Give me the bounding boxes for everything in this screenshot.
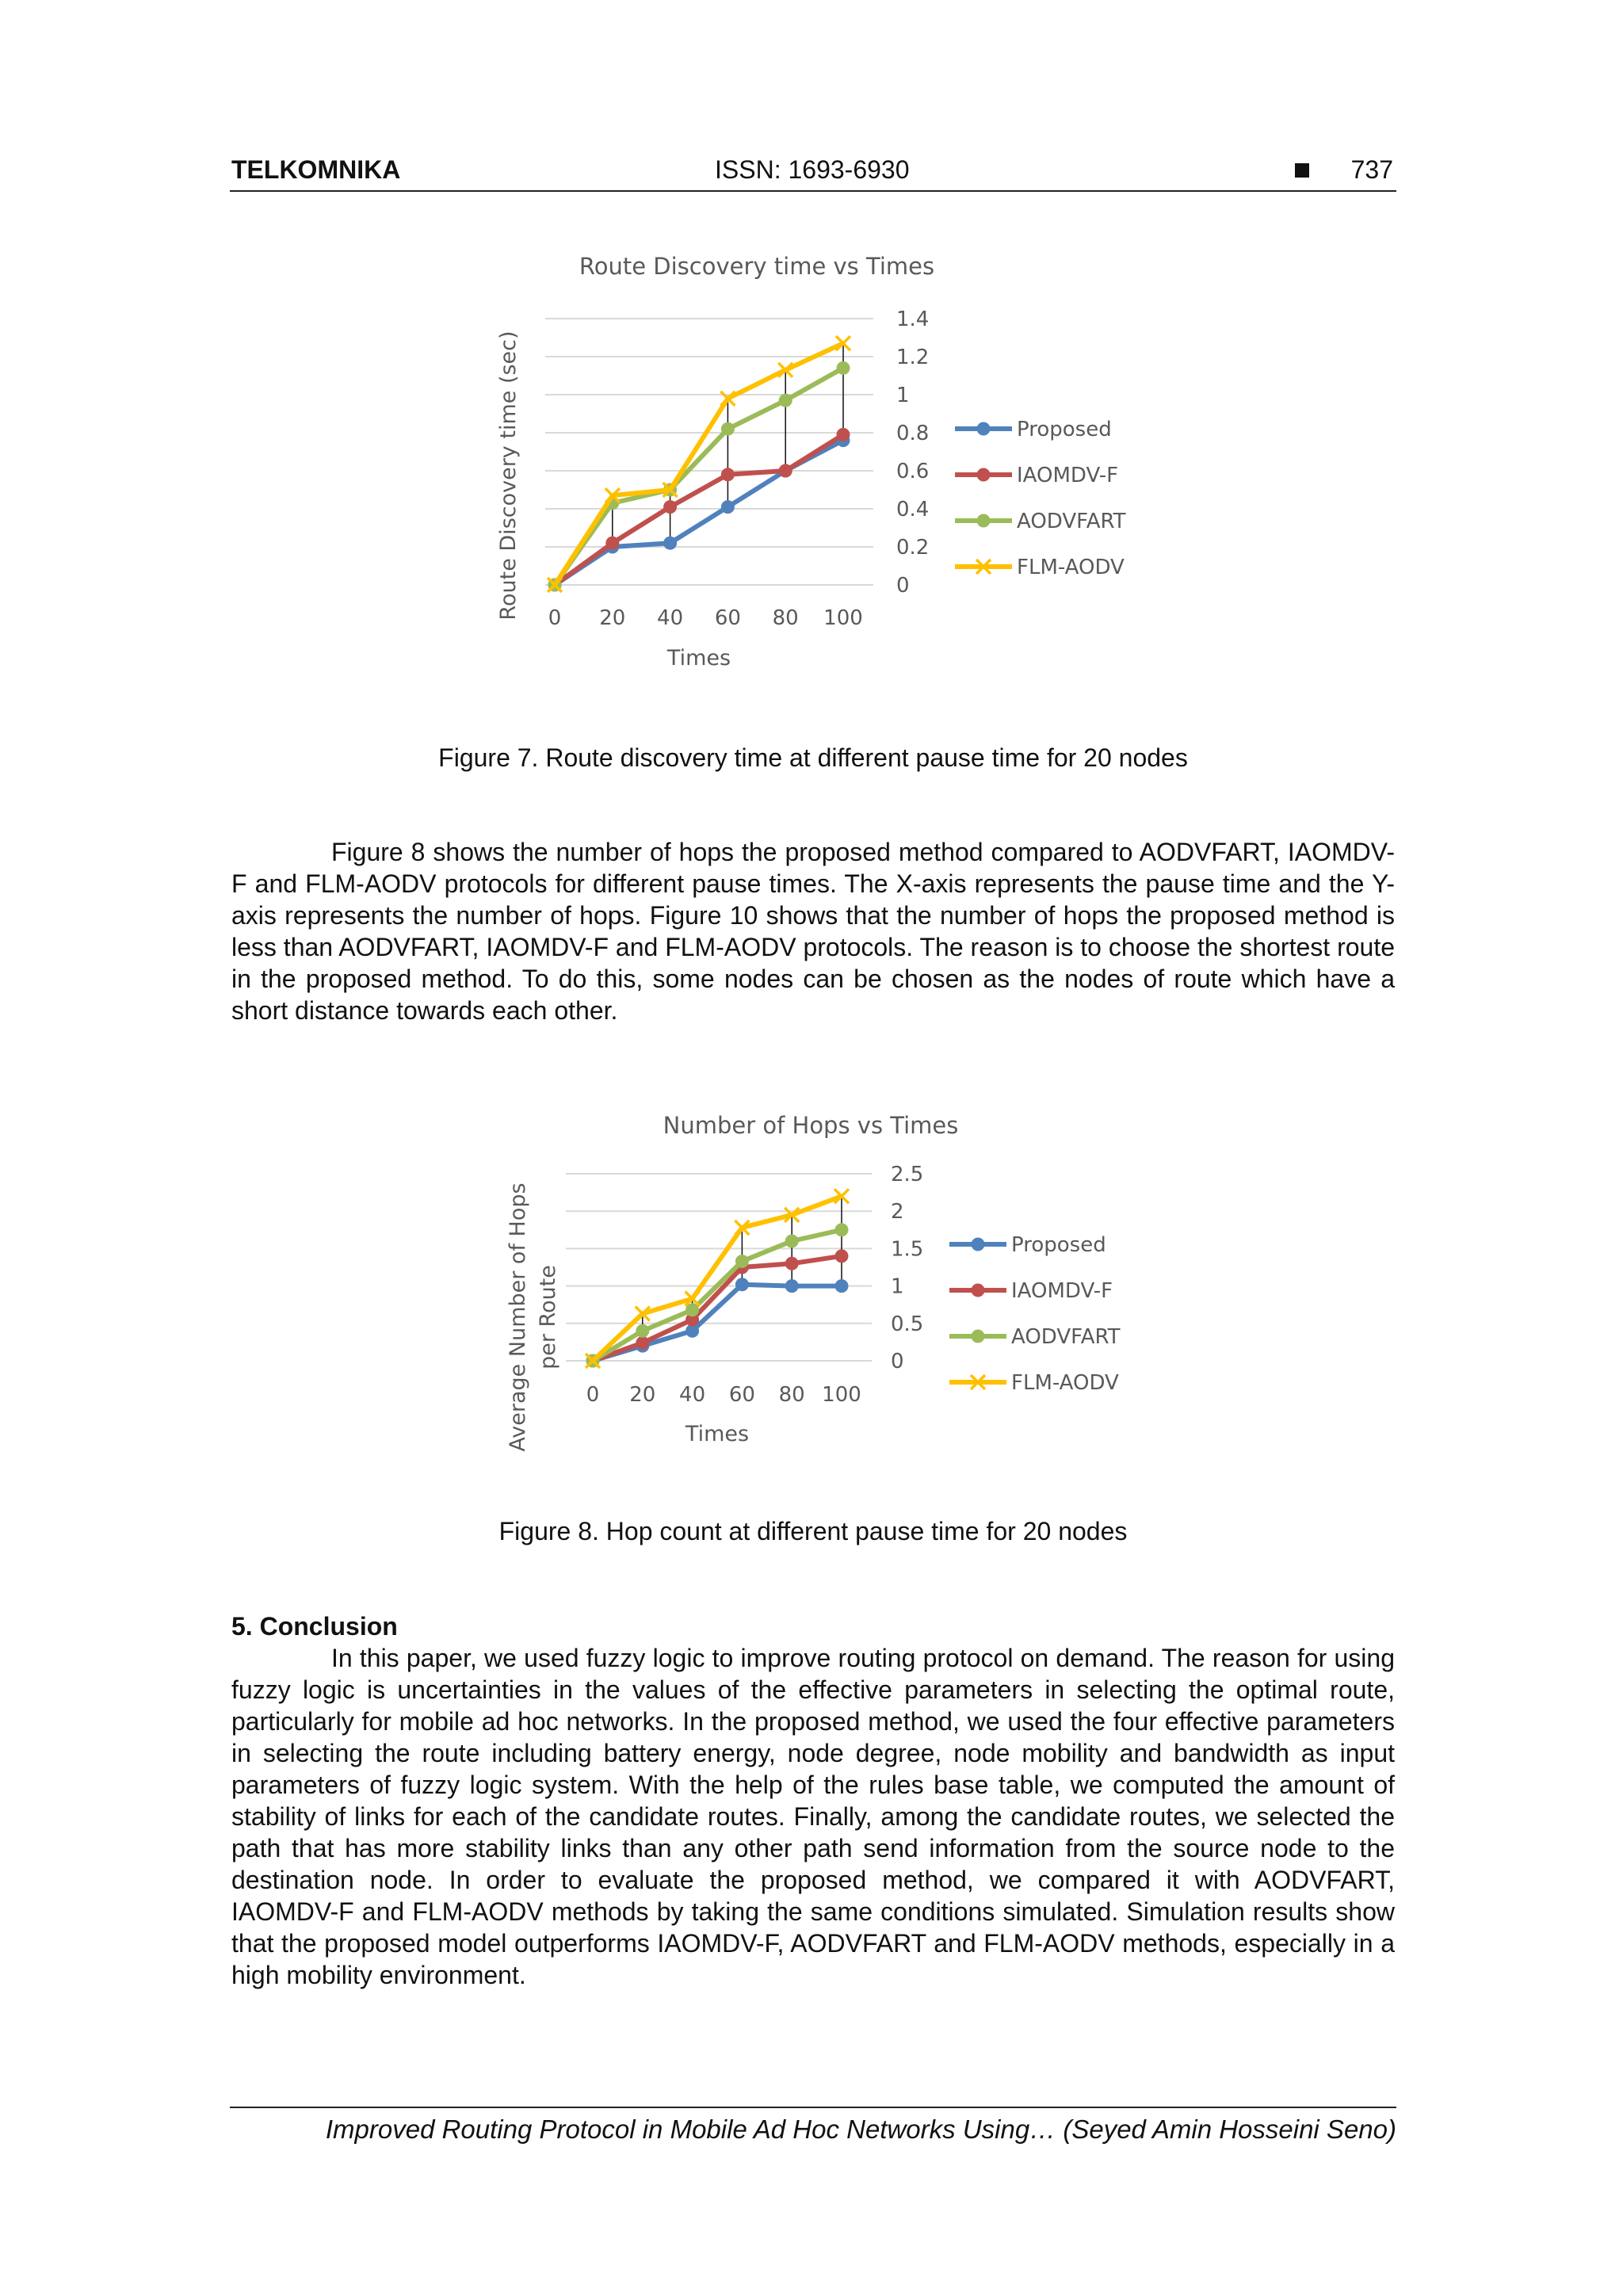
x-tick-label: 20 bbox=[599, 606, 626, 630]
data-point bbox=[735, 1278, 749, 1291]
x-tick-label: 40 bbox=[679, 1383, 706, 1407]
legend-label: Proposed bbox=[1017, 418, 1112, 441]
page-number: 737 bbox=[1350, 155, 1393, 184]
y-tick-label: 0.6 bbox=[896, 460, 930, 483]
figure-7-caption: Figure 7. Route discovery time at different pause time for 20 nodes bbox=[438, 743, 1188, 772]
y-tick-label: 0.2 bbox=[896, 536, 930, 560]
y-tick-label: 0 bbox=[891, 1350, 904, 1373]
legend-label: IAOMDV-F bbox=[1011, 1279, 1113, 1303]
y-tick-label: 1.5 bbox=[891, 1237, 924, 1262]
y-tick-label: 0.4 bbox=[896, 498, 930, 521]
x-tick-label: 100 bbox=[823, 606, 863, 630]
legend-marker bbox=[972, 1238, 985, 1251]
y-tick-label: 0 bbox=[896, 574, 910, 598]
y-axis-label: Average Number of Hops bbox=[506, 1182, 530, 1452]
section-heading: 5. Conclusion bbox=[231, 1612, 398, 1641]
y-tick-label: 1.4 bbox=[896, 308, 930, 331]
y-tick-label: 2 bbox=[891, 1200, 904, 1224]
data-point bbox=[785, 1234, 799, 1247]
y-tick-label: 0.5 bbox=[891, 1312, 924, 1336]
x-tick-label: 60 bbox=[714, 606, 741, 630]
x-tick-label: 0 bbox=[548, 606, 562, 630]
legend-marker bbox=[972, 1284, 985, 1297]
y-tick-label: 1 bbox=[896, 384, 910, 407]
y-tick-label: 2.5 bbox=[891, 1163, 924, 1186]
legend-label: IAOMDV-F bbox=[1017, 464, 1119, 487]
x-axis-label: Times bbox=[666, 646, 731, 670]
data-point bbox=[835, 1279, 849, 1293]
data-point bbox=[636, 1324, 649, 1338]
x-tick-label: 100 bbox=[822, 1383, 861, 1407]
data-point bbox=[636, 1336, 649, 1350]
data-point bbox=[785, 1257, 799, 1270]
y-axis-label: Route Discovery time (sec) bbox=[496, 330, 521, 621]
y-tick-label: 0.8 bbox=[896, 422, 930, 445]
x-tick-label: 40 bbox=[657, 606, 684, 630]
data-point bbox=[785, 1279, 799, 1293]
chart-title: Route Discovery time vs Times bbox=[579, 253, 935, 280]
data-point bbox=[735, 1255, 749, 1268]
x-tick-label: 0 bbox=[586, 1383, 600, 1407]
y-tick-label: 1 bbox=[891, 1274, 904, 1299]
issn: ISSN: 1693-6930 bbox=[715, 155, 910, 184]
y-tick-label: 1.2 bbox=[896, 346, 930, 369]
y-axis-label: per Route bbox=[536, 1265, 560, 1370]
page-footer: Improved Routing Protocol in Mobile Ad Hoc Networks Using… (Seyed Amin Hosseini Seno) bbox=[230, 2107, 1396, 2145]
x-tick-label: 20 bbox=[629, 1383, 656, 1407]
figure-8-caption: Figure 8. Hop count at different pause time for 20 nodes bbox=[498, 1517, 1128, 1545]
conclusion-paragraph: In this paper, we used fuzzy logic to improve routing protocol on demand. The reason for using fuzzy logic is uncertainties in the values of the effective parameters in selecting the optimal route, particularly for mobile ad hoc networks. In the proposed method, we used the four effective parameters in selecting the route including battery energy, node degree, node mobility and bandwidth as input parameters of fuzzy logic system. With the help of the rules base table, we computed the amount of stability of links for each of the candidate routes. Finally, among the candidate routes, we selected the path that has more stability links than any other path send information from the source node to the destination node. In order to evaluate the proposed method, we compared it with AODVFART, IAOMDV-F and FLM-AODV methods by taking the same conditions simulated. Simulation results show that the proposed model outperforms IAOMDV-F, AODVFART and FLM-AODV methods, especially in a high mobility environment. bbox=[231, 1644, 1395, 1989]
x-tick-label: 80 bbox=[772, 606, 799, 630]
legend-label: AODVFART bbox=[1011, 1325, 1121, 1349]
data-point bbox=[835, 1223, 849, 1236]
data-point bbox=[835, 1249, 849, 1263]
legend-label: Proposed bbox=[1011, 1233, 1106, 1257]
body-paragraph: Figure 8 shows the number of hops the proposed method compared to AODVFART, IAOMDV-F and FLM-AODV protocols for different pause times. The X-axis represents the pause time and the Y-axis represents the number of hops. Figure 10 shows that the number of hops the proposed method is less than AODVFART, IAOMDV-F and FLM-AODV protocols. The reason is to choose the shortest route in the proposed method. To do this, some nodes can be chosen as the nodes of route which have a short distance towards each other. bbox=[231, 838, 1395, 1025]
x-axis-label: Times bbox=[685, 1422, 750, 1446]
chart-title: Number of Hops vs Times bbox=[663, 1112, 959, 1139]
legend-label: AODVFART bbox=[1017, 510, 1126, 533]
legend-label: FLM-AODV bbox=[1011, 1371, 1119, 1395]
legend-label: FLM-AODV bbox=[1017, 556, 1125, 579]
legend-marker bbox=[972, 1330, 985, 1343]
journal-name: TELKOMNIKA bbox=[231, 155, 401, 184]
x-tick-label: 80 bbox=[778, 1383, 805, 1407]
x-tick-label: 60 bbox=[728, 1383, 755, 1407]
